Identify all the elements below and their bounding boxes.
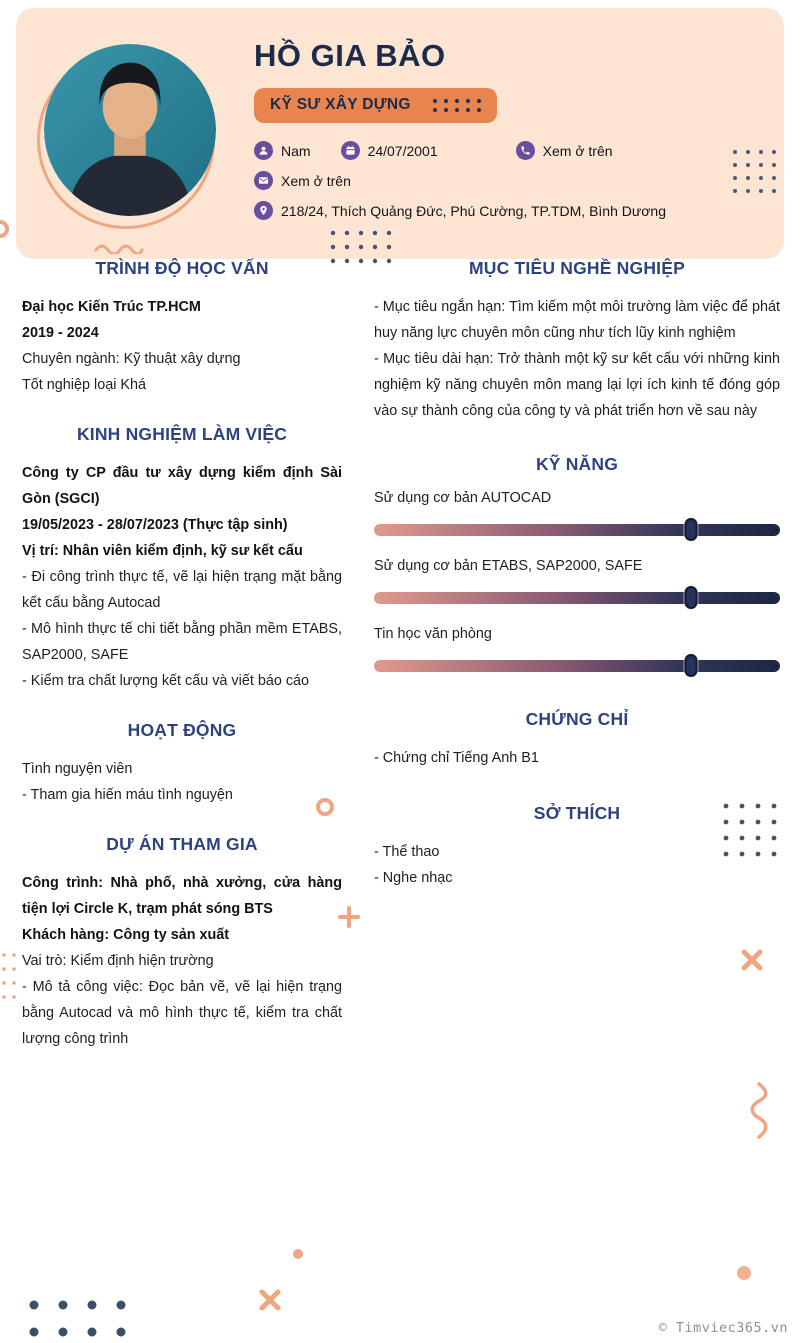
activities-role: Tình nguyện viên — [22, 761, 133, 777]
skill-label: Sử dụng cơ bản ETABS, SAP2000, SAFE — [374, 558, 643, 574]
cv-body — [0, 244, 800, 1052]
education-grade: Tốt nghiệp loại Khá — [22, 377, 147, 393]
contact-row-1 — [254, 141, 758, 160]
vertical-squiggle-decoration — [748, 1082, 770, 1142]
job-title-label: KỸ SƯ XÂY DỰNG — [270, 96, 411, 113]
skill-item — [374, 626, 780, 677]
skill-slider — [374, 518, 780, 541]
skill-slider — [374, 654, 780, 677]
projects-client: Khách hàng: Công ty sản xuất — [22, 927, 230, 943]
section-heading-education: TRÌNH ĐỘ HỌC VẤN — [95, 258, 269, 278]
dob-value: 24/07/2001 — [367, 142, 438, 159]
dots-grid-decoration — [28, 1296, 128, 1338]
experience-company: Công ty CP đầu tư xây dựng kiểm định Sài Gòn (SGCI) — [22, 465, 342, 507]
email-icon — [254, 171, 273, 190]
hobby-item: - Nghe nhạc — [374, 870, 453, 886]
phone-icon — [516, 141, 535, 160]
right-column — [374, 258, 780, 1052]
experience-position: Vị trí: Nhân viên kiểm định, kỹ sư kết cấu — [22, 543, 303, 559]
section-heading-projects: DỰ ÁN THAM GIA — [106, 834, 258, 854]
education-school: Đại học Kiến Trúc TP.HCM — [22, 299, 201, 315]
profile-photo — [44, 44, 216, 216]
contact-row-3 — [254, 201, 758, 220]
objective-long-term: - Mục tiêu dài hạn: Trở thành một kỹ sư kết cấu với những kinh nghiệm kỹ năng chuyên môn mang lại lợi ích kinh tế đóng góp vào sự thành công của công ty và phát triển hơn về sau này — [374, 351, 780, 419]
slider-handle[interactable] — [684, 518, 697, 541]
skill-item — [374, 490, 780, 541]
skill-label: Sử dụng cơ bản AUTOCAD — [374, 490, 552, 506]
dot-decoration — [293, 1249, 303, 1259]
objective-short-term: - Mục tiêu ngắn hạn: Tìm kiếm một môi trường làm việc để phát huy năng lực chuyên môn cũng như tích lũy kinh nghiệm — [374, 299, 780, 341]
projects-role: Vai trò: Kiểm định hiện trường — [22, 953, 214, 969]
avatar — [44, 44, 216, 216]
candidate-name: HỒ GIA BẢO — [254, 38, 446, 73]
experience-period: 19/05/2023 - 28/07/2023 (Thực tập sinh) — [22, 517, 288, 533]
job-title-badge — [254, 88, 497, 123]
skill-item — [374, 558, 780, 609]
header-info — [254, 32, 758, 231]
contact-block — [254, 141, 758, 220]
gender-icon — [254, 141, 273, 160]
slider-track — [374, 524, 780, 536]
slider-handle[interactable] — [684, 586, 697, 609]
education-major: Chuyên ngành: Kỹ thuật xây dựng — [22, 351, 241, 367]
dot-decoration — [737, 1266, 751, 1280]
watermark-credit: © Timviec365.vn — [658, 1320, 788, 1336]
skill-label: Tin học văn phòng — [374, 626, 492, 642]
projects-description: - Mô tả công việc: Đọc bản vẽ, vẽ lại hiện trạng bằng Autocad và mô hình thực tế, kiểm tra chất lượng công trình — [22, 979, 342, 1047]
left-column — [22, 258, 342, 1052]
activities-bullet: - Tham gia hiến máu tình nguyện — [22, 787, 233, 803]
slider-track — [374, 592, 780, 604]
certificate-item: - Chứng chỉ Tiếng Anh B1 — [374, 750, 539, 766]
address-field — [254, 201, 666, 220]
slider-handle[interactable] — [684, 654, 697, 677]
skill-slider — [374, 586, 780, 609]
slider-track — [374, 660, 780, 672]
section-heading-objectives: MỤC TIÊU NGHỀ NGHIỆP — [469, 258, 685, 278]
section-heading-experience: KINH NGHIỆM LÀM VIỆC — [76, 424, 288, 444]
x-mark-decoration — [258, 1288, 282, 1312]
phone-field — [516, 141, 613, 160]
experience-bullet: - Kiểm tra chất lượng kết cấu và viết báo cáo — [22, 673, 310, 689]
half-ring-decoration — [0, 220, 9, 238]
projects-work: Công trình: Nhà phố, nhà xưởng, cửa hàng tiện lợi Circle K, trạm phát sóng BTS — [22, 875, 342, 917]
experience-bullet: - Đi công trình thực tế, vẽ lại hiện trạng mặt bằng kết cấu bằng Autocad — [22, 569, 342, 611]
section-heading-certificates: CHỨNG CHỈ — [525, 709, 629, 729]
gender-value: Nam — [281, 142, 311, 159]
location-icon — [254, 201, 273, 220]
phone-value: Xem ở trên — [542, 142, 613, 159]
contact-row-2 — [254, 171, 758, 190]
email-value: Xem ở trên — [281, 172, 351, 189]
hobby-item: - Thể thao — [374, 844, 440, 860]
calendar-icon — [341, 141, 360, 160]
section-heading-activities: HOẠT ĐỘNG — [127, 720, 237, 740]
email-field — [254, 171, 351, 190]
education-years: 2019 - 2024 — [22, 325, 99, 341]
section-heading-hobbies: SỞ THÍCH — [533, 803, 621, 823]
address-value: 218/24, Thích Quảng Đức, Phú Cường, TP.TDM, Bình Dương — [281, 202, 666, 219]
header-card — [16, 8, 784, 259]
gender-field — [254, 141, 311, 160]
experience-bullet: - Mô hình thực tế chi tiết bằng phần mềm ETABS, SAP2000, SAFE — [22, 621, 342, 663]
section-heading-skills: KỸ NĂNG — [535, 454, 619, 474]
badge-dots-decoration — [431, 97, 481, 113]
dob-field — [341, 141, 438, 160]
